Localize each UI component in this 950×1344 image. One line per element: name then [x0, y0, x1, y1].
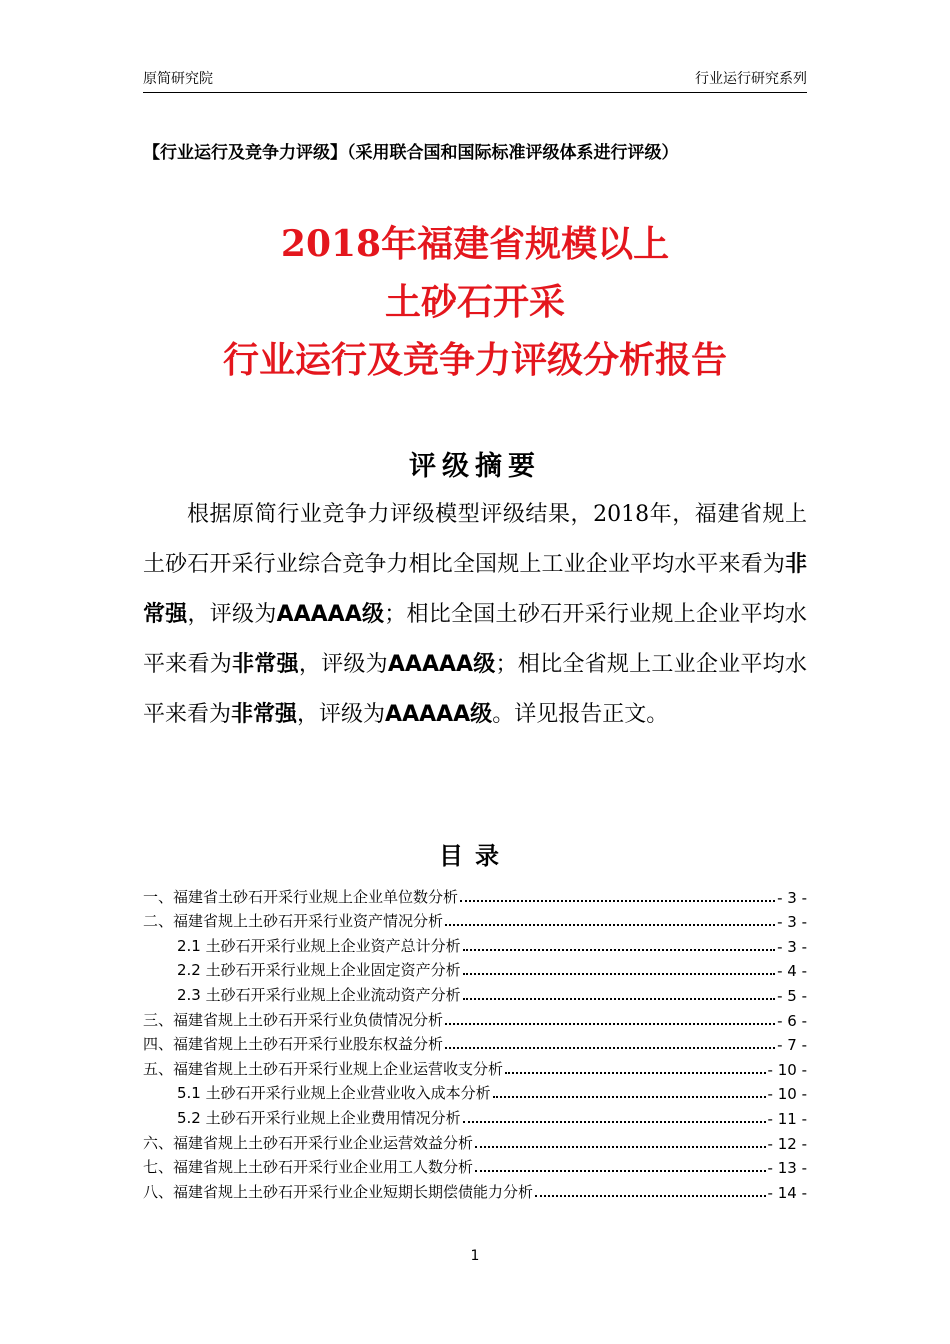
toc-item-page: - 5 - [777, 986, 807, 1005]
toc-item[interactable] [143, 907, 807, 932]
summary-text: ；相比全省规上工业企业平均水平来看为 [143, 652, 807, 727]
toc-item-label: 八、福建省规上土砂石开采行业企业短期长期偿债能力分析 [143, 1182, 534, 1201]
toc-leader [463, 973, 775, 975]
toc-item[interactable] [143, 1005, 807, 1030]
rating-grade: AAAAA级 [385, 702, 493, 727]
header-series: 行业运行研究系列 [695, 71, 807, 87]
toc-subitem[interactable] [143, 980, 807, 1005]
rating-grade: AAAAA级 [276, 602, 385, 627]
toc-item-page: - 13 - [767, 1159, 807, 1178]
toc-subitem[interactable] [143, 956, 807, 981]
page-header [143, 64, 807, 93]
toc-item-page: - 10 - [767, 1060, 807, 1079]
toc-item-label: 三、福建省规上土砂石开采行业负债情况分析 [143, 1010, 444, 1029]
summary-text: 根据原简行业竞争力评级模型评级结果，2018年，福建省规上土砂石开采行业综合竞争力相比全国规上工业企业平均水平来看为 [143, 502, 807, 577]
toc-item-label: 五、福建省规上土砂石开采行业规上企业运营收支分析 [143, 1059, 504, 1078]
title-line-3: 行业运行及竞争力评级分析报告 [222, 339, 727, 381]
toc-item-label: 2.1 土砂石开采行业规上企业资产总计分析 [177, 936, 461, 955]
toc-item[interactable] [143, 1153, 807, 1178]
toc-leader [445, 1047, 775, 1049]
toc-item-page: - 12 - [767, 1134, 807, 1153]
toc-subitem[interactable] [143, 931, 807, 956]
toc-item-label: 六、福建省规上土砂石开采行业企业运营效益分析 [143, 1133, 474, 1152]
page-number: 1 [470, 1248, 480, 1264]
toc-subitem[interactable] [143, 1079, 807, 1104]
toc-item-label: 二、福建省规上土砂石开采行业资产情况分析 [143, 912, 444, 931]
toc-leader [460, 900, 775, 902]
toc-item[interactable] [143, 1054, 807, 1079]
toc-item-page: - 10 - [767, 1085, 807, 1104]
toc-item-page: - 4 - [777, 962, 807, 981]
rating-strength: 非常强 [232, 652, 299, 677]
summary-text: ，评级为 [297, 702, 386, 727]
rating-strength: 非常强 [231, 702, 298, 727]
toc-item-page: - 6 - [777, 1011, 807, 1030]
summary-text: ，评级为 [187, 602, 277, 627]
rating-grade: AAAAA级 [387, 652, 496, 677]
toc-item[interactable] [143, 1030, 807, 1055]
toc-leader [463, 998, 775, 1000]
toc-item-label: 2.3 土砂石开采行业规上企业流动资产分析 [177, 985, 461, 1004]
toc-item-page: - 3 - [777, 888, 807, 907]
header-institute: 原简研究院 [143, 71, 213, 87]
toc-leader [535, 1195, 766, 1197]
toc-item-page: - 11 - [767, 1109, 807, 1128]
toc-item-label: 四、福建省规上土砂石开采行业股东权益分析 [143, 1035, 444, 1054]
summary-heading: 评级摘要 [409, 451, 541, 482]
toc-heading: 目录 [439, 842, 511, 870]
toc-item-page: - 3 - [777, 913, 807, 932]
toc-leader [463, 1121, 766, 1123]
table-of-contents [143, 882, 807, 1202]
summary-text: ，评级为 [298, 652, 388, 677]
toc-leader [475, 1170, 766, 1172]
toc-item[interactable] [143, 1128, 807, 1153]
rating-strength: 非常强 [143, 552, 807, 627]
toc-subitem[interactable] [143, 1103, 807, 1128]
toc-item-label: 七、福建省规上土砂石开采行业企业用工人数分析 [143, 1158, 474, 1177]
title-line-2: 土砂石开采 [384, 281, 565, 323]
summary-text: ；相比全国土砂石开采行业规上企业平均水平来看为 [143, 602, 807, 677]
toc-item-label: 5.2 土砂石开采行业规上企业费用情况分析 [177, 1108, 461, 1127]
report-title [100, 215, 850, 389]
toc-item[interactable] [143, 1177, 807, 1202]
report-category: 【行业运行及竞争力评级】（采用联合国和国际标准评级体系进行评级） [143, 143, 679, 163]
toc-leader [493, 1096, 766, 1098]
toc-item-label: 一、福建省土砂石开采行业规上企业单位数分析 [143, 887, 459, 906]
toc-item-page: - 3 - [777, 937, 807, 956]
toc-leader [475, 1146, 766, 1148]
toc-leader [445, 924, 775, 926]
summary-paragraph [143, 490, 807, 740]
toc-leader [445, 1023, 775, 1025]
toc-leader [505, 1072, 766, 1074]
toc-item-label: 5.1 土砂石开采行业规上企业营业收入成本分析 [177, 1084, 491, 1103]
toc-item-page: - 7 - [777, 1036, 807, 1055]
toc-item-page: - 14 - [767, 1183, 807, 1202]
summary-text: 。详见报告正文。 [492, 702, 669, 727]
toc-item[interactable] [143, 882, 807, 907]
title-line-1: 2018年福建省规模以上 [280, 223, 670, 265]
toc-item-label: 2.2 土砂石开采行业规上企业固定资产分析 [177, 961, 461, 980]
toc-leader [463, 949, 775, 951]
